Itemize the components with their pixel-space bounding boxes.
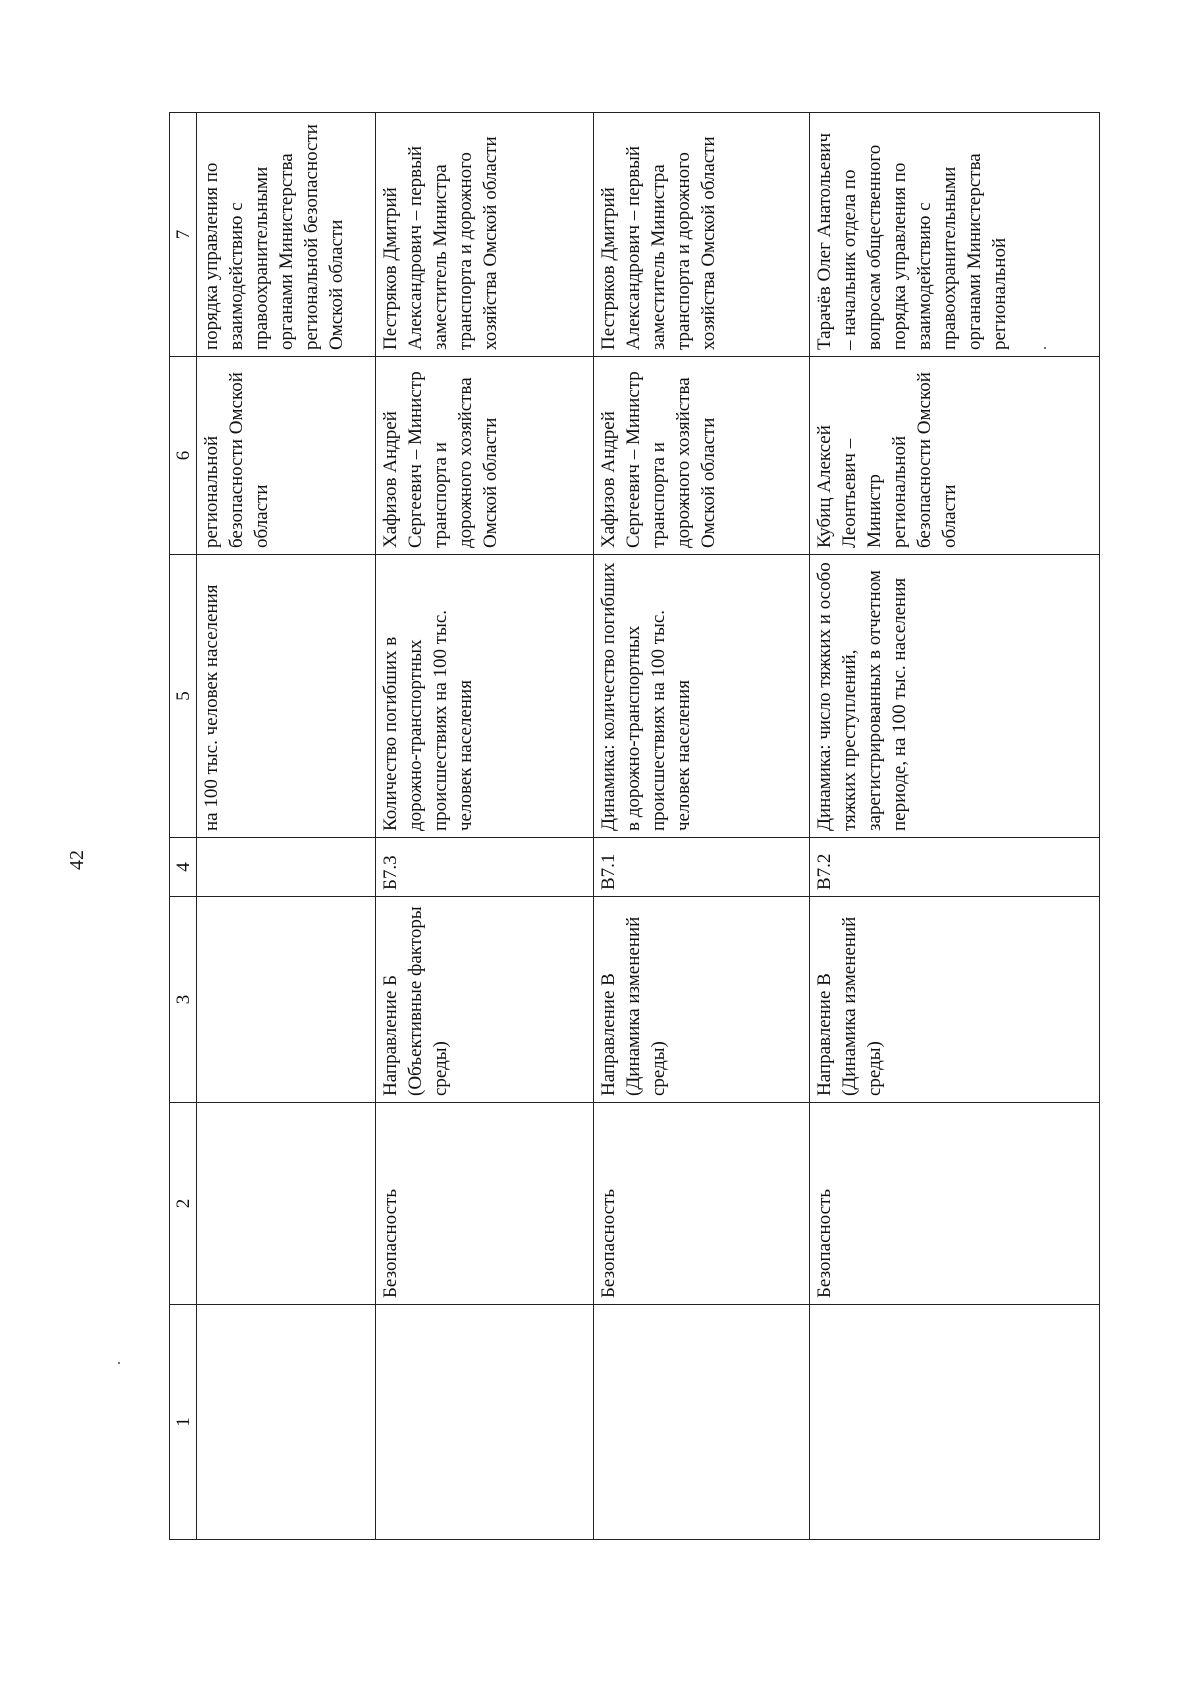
cell-executor: Пестряков Дмитрий Александрович – первый заместитель Министра транспорта и дорожного хозяйства Омской области bbox=[594, 113, 810, 357]
cell-number bbox=[197, 1305, 376, 1540]
cell-category: Безопасность bbox=[810, 1103, 1100, 1305]
rotated-table bbox=[169, 113, 1098, 1540]
rotated-table-container bbox=[169, 113, 1098, 1540]
header-cell: 5 bbox=[170, 555, 197, 838]
table-row bbox=[376, 113, 594, 1540]
table-row bbox=[810, 113, 1100, 1540]
page-number: 42 bbox=[66, 850, 88, 870]
header-cell: 7 bbox=[170, 113, 197, 357]
cell-code: В7.1 bbox=[594, 838, 810, 897]
scan-speck bbox=[118, 1362, 120, 1364]
cell-direction bbox=[197, 897, 376, 1103]
table-row bbox=[594, 113, 810, 1540]
cell-code: В7.2 bbox=[810, 838, 1100, 897]
cell-responsible: Кубиц Алексей Леонтьевич – Министр региональной безопасности Омской области bbox=[810, 357, 1100, 555]
data-table bbox=[169, 112, 1100, 1540]
cell-category: Безопасность bbox=[594, 1103, 810, 1305]
cell-indicator: Динамика: число тяжких и особо тяжких преступлений, зарегистрированных в отчетном периоде, на 100 тыс. населения bbox=[810, 555, 1100, 838]
cell-responsible: региональной безопасности Омской области bbox=[197, 357, 376, 555]
cell-executor: порядка управления по взаимодействию с правоохранительными органами Министерства региональной безопасности Омской области bbox=[197, 113, 376, 357]
cell-executor: Пестряков Дмитрий Александрович – первый заместитель Министра транспорта и дорожного хозяйства Омской области bbox=[376, 113, 594, 357]
cell-direction: Направление В (Динамика изменений среды) bbox=[594, 897, 810, 1103]
table-header-row bbox=[170, 113, 197, 1540]
header-cell: 3 bbox=[170, 897, 197, 1103]
cell-indicator: Количество погибших в дорожно-транспортных происшествиях на 100 тыс. человек населения bbox=[376, 555, 594, 838]
cell-number bbox=[376, 1305, 594, 1540]
cell-number bbox=[594, 1305, 810, 1540]
cell-responsible: Хафизов Андрей Сергеевич – Министр транспорта и дорожного хозяйства Омской области bbox=[376, 357, 594, 555]
cell-executor: Тарачёв Олег Анатольевич – начальник отдела по вопросам общественного порядка управления по взаимодействию с правоохранительными органами Министерства региональной bbox=[810, 113, 1100, 357]
cell-direction: Направление Б (Объективные факторы среды) bbox=[376, 897, 594, 1103]
cell-direction: Направление В (Динамика изменений среды) bbox=[810, 897, 1100, 1103]
header-cell: 2 bbox=[170, 1103, 197, 1305]
cell-code: Б7.3 bbox=[376, 838, 594, 897]
header-cell: 6 bbox=[170, 357, 197, 555]
cell-category bbox=[197, 1103, 376, 1305]
cell-indicator: на 100 тыс. человек населения bbox=[197, 555, 376, 838]
cell-indicator: Динамика: количество погибших в дорожно-транспортных происшествиях на 100 тыс. человек населения bbox=[594, 555, 810, 838]
cell-code bbox=[197, 838, 376, 897]
header-cell: 1 bbox=[170, 1305, 197, 1540]
table-row bbox=[197, 113, 376, 1540]
header-cell: 4 bbox=[170, 838, 197, 897]
cell-number bbox=[810, 1305, 1100, 1540]
cell-category: Безопасность bbox=[376, 1103, 594, 1305]
cell-responsible: Хафизов Андрей Сергеевич – Министр транспорта и дорожного хозяйства Омской области bbox=[594, 357, 810, 555]
